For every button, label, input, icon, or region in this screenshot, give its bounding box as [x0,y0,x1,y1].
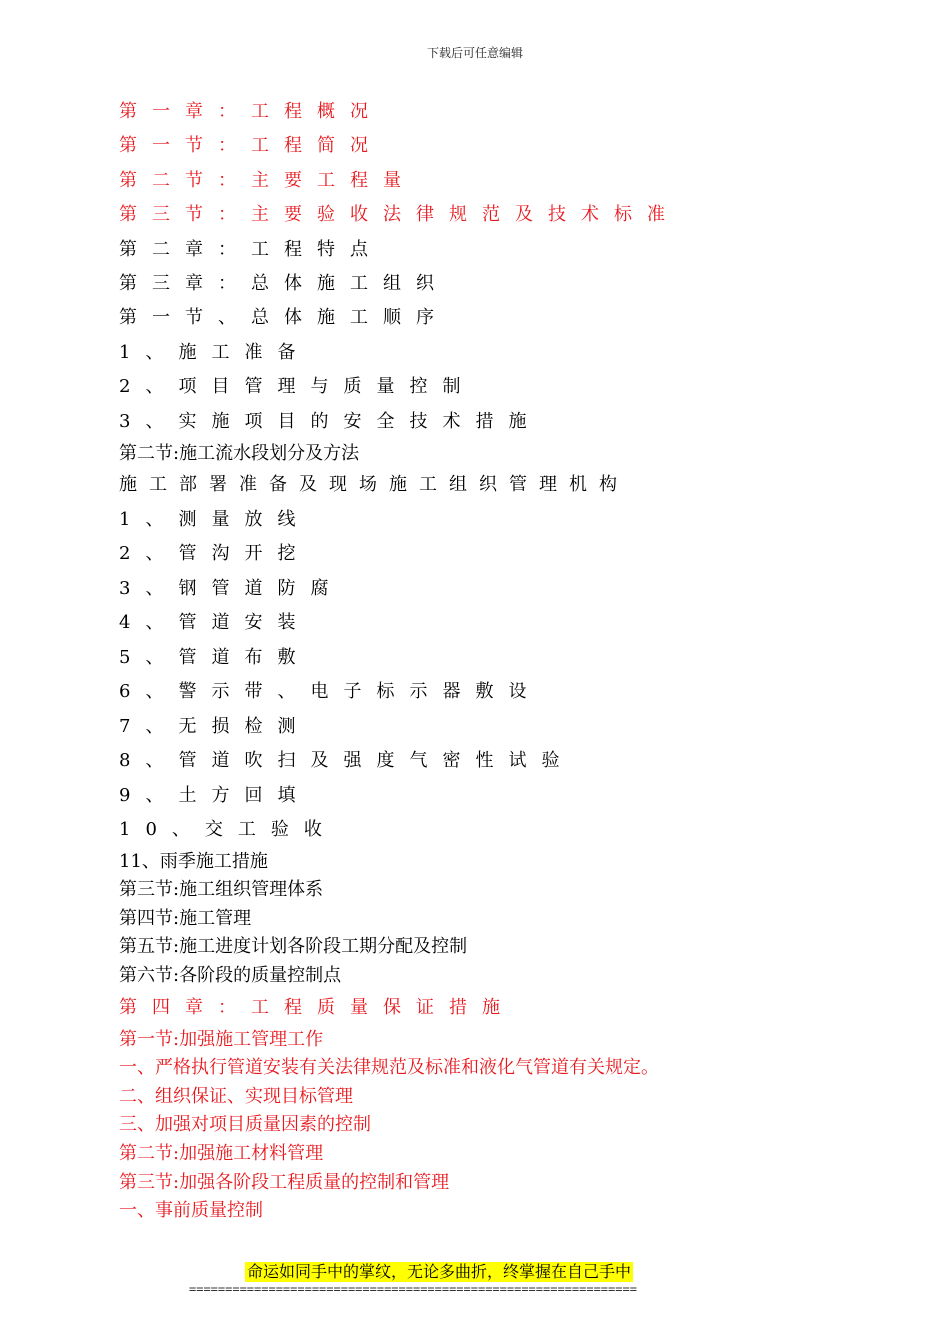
footer-rule: ============================================================== [189,1282,637,1296]
toc-line: 2、项目管理与质量控制 [119,376,476,397]
toc-line: 第五节:施工进度计划各阶段工期分配及控制 [119,936,468,957]
toc-line: 4、管道安装 [119,612,311,633]
toc-line: 10、交工验收 [119,819,337,840]
toc-line: 一、事前质量控制 [119,1200,263,1221]
toc-line: 11、雨季施工措施 [119,851,268,872]
toc-line: 第一节、总体施工顺序 [119,307,449,328]
toc-line: 三、加强对项目质量因素的控制 [119,1114,371,1135]
toc-line: 5、管道布敷 [119,647,311,668]
toc-line: 第二章：工程特点 [119,239,383,260]
toc-line: 第三节：主要验收法律规范及技术标准 [119,204,680,225]
toc-line: 第三节:加强各阶段工程质量的控制和管理 [119,1172,450,1193]
toc-line: 施工部署准备及现场施工组织管理机构 [119,474,629,495]
toc-line: 1、测量放线 [119,509,311,530]
toc-line: 第四节:施工管理 [119,908,252,929]
toc-line: 7、无损检测 [119,716,311,737]
toc-line: 8、管道吹扫及强度气密性试验 [119,750,575,771]
toc-line: 一、严格执行管道安装有关法律规范及标准和液化气管道有关规定。 [119,1057,659,1078]
toc-line: 第二节：主要工程量 [119,170,416,191]
toc-line: 第二节:加强施工材料管理 [119,1143,324,1164]
page-header: 下载后可任意编辑 [426,46,523,60]
toc-line: 2、管沟开挖 [119,543,311,564]
toc-line: 第四章：工程质量保证措施 [119,997,515,1018]
toc-line: 1、施工准备 [119,342,311,363]
toc-line: 第一节:加强施工管理工作 [119,1029,324,1050]
toc-line: 第一节：工程简况 [119,135,383,156]
toc-line: 第三节:施工组织管理体系 [119,879,324,900]
toc-line: 9、土方回填 [119,785,311,806]
toc-line: 3、钢管道防腐 [119,578,344,599]
footer-banner: 命运如同手中的掌纹，无论多曲折，终掌握在自己手中 [247,1262,632,1281]
toc-line: 3、实施项目的安全技术措施 [119,411,542,432]
toc-line: 第六节:各阶段的质量控制点 [119,965,342,986]
toc-line: 二、组织保证、实现目标管理 [119,1086,353,1107]
toc-line: 第二节:施工流水段划分及方法 [119,443,360,464]
toc-line: 6、警示带、电子标示器敷设 [119,681,542,702]
toc-line: 第三章：总体施工组织 [119,273,449,294]
toc-line: 第一章：工程概况 [119,101,383,122]
